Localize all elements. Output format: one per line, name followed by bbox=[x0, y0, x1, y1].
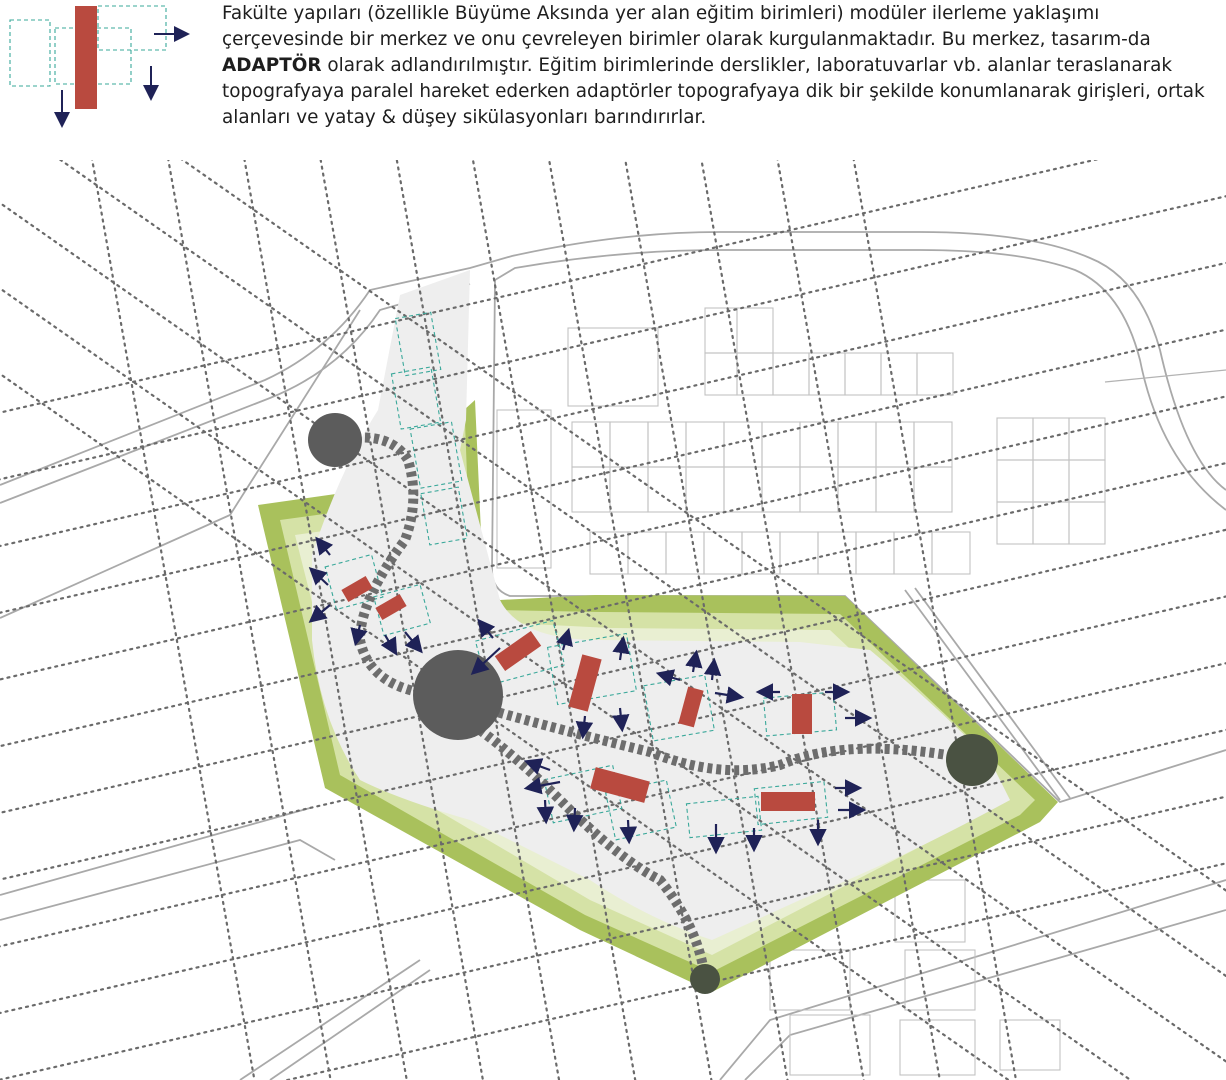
description-part2: olarak adlandırılmıştır. Eğitim birimlerinde derslikler, laboratuvarlar vb. alanlar teraslanarak topografyaya paralel hareket ederken adaptörler topografyaya dik bir şekilde konumlanarak girişleri, ortak alanları ve yatay & düşey sikülasyonları barındırırlar. bbox=[222, 55, 1205, 128]
direction-arrow-icon bbox=[574, 808, 575, 828]
description-paragraph bbox=[222, 1, 1212, 131]
legend-adaptor-bar bbox=[75, 6, 97, 109]
adaptor-keyword: ADAPTÖR bbox=[222, 55, 322, 76]
description-part1: Fakülte yapıları (özellikle Büyüme Aksında yer alan eğitim birimleri) modüler ilerleme yaklaşımı çerçevesinde bir merkez ve onu çevreleyen birimler olarak kurgulanmaktadır. Bu merkez, tasarım-da bbox=[222, 3, 1151, 50]
direction-arrow-icon bbox=[628, 820, 629, 840]
site-plan-diagram bbox=[0, 160, 1226, 1080]
legend-unit-outline bbox=[10, 20, 50, 86]
legend-unit-outline bbox=[98, 6, 166, 50]
adaptor-legend-icon bbox=[0, 0, 200, 135]
direction-arrow-icon bbox=[545, 800, 546, 820]
